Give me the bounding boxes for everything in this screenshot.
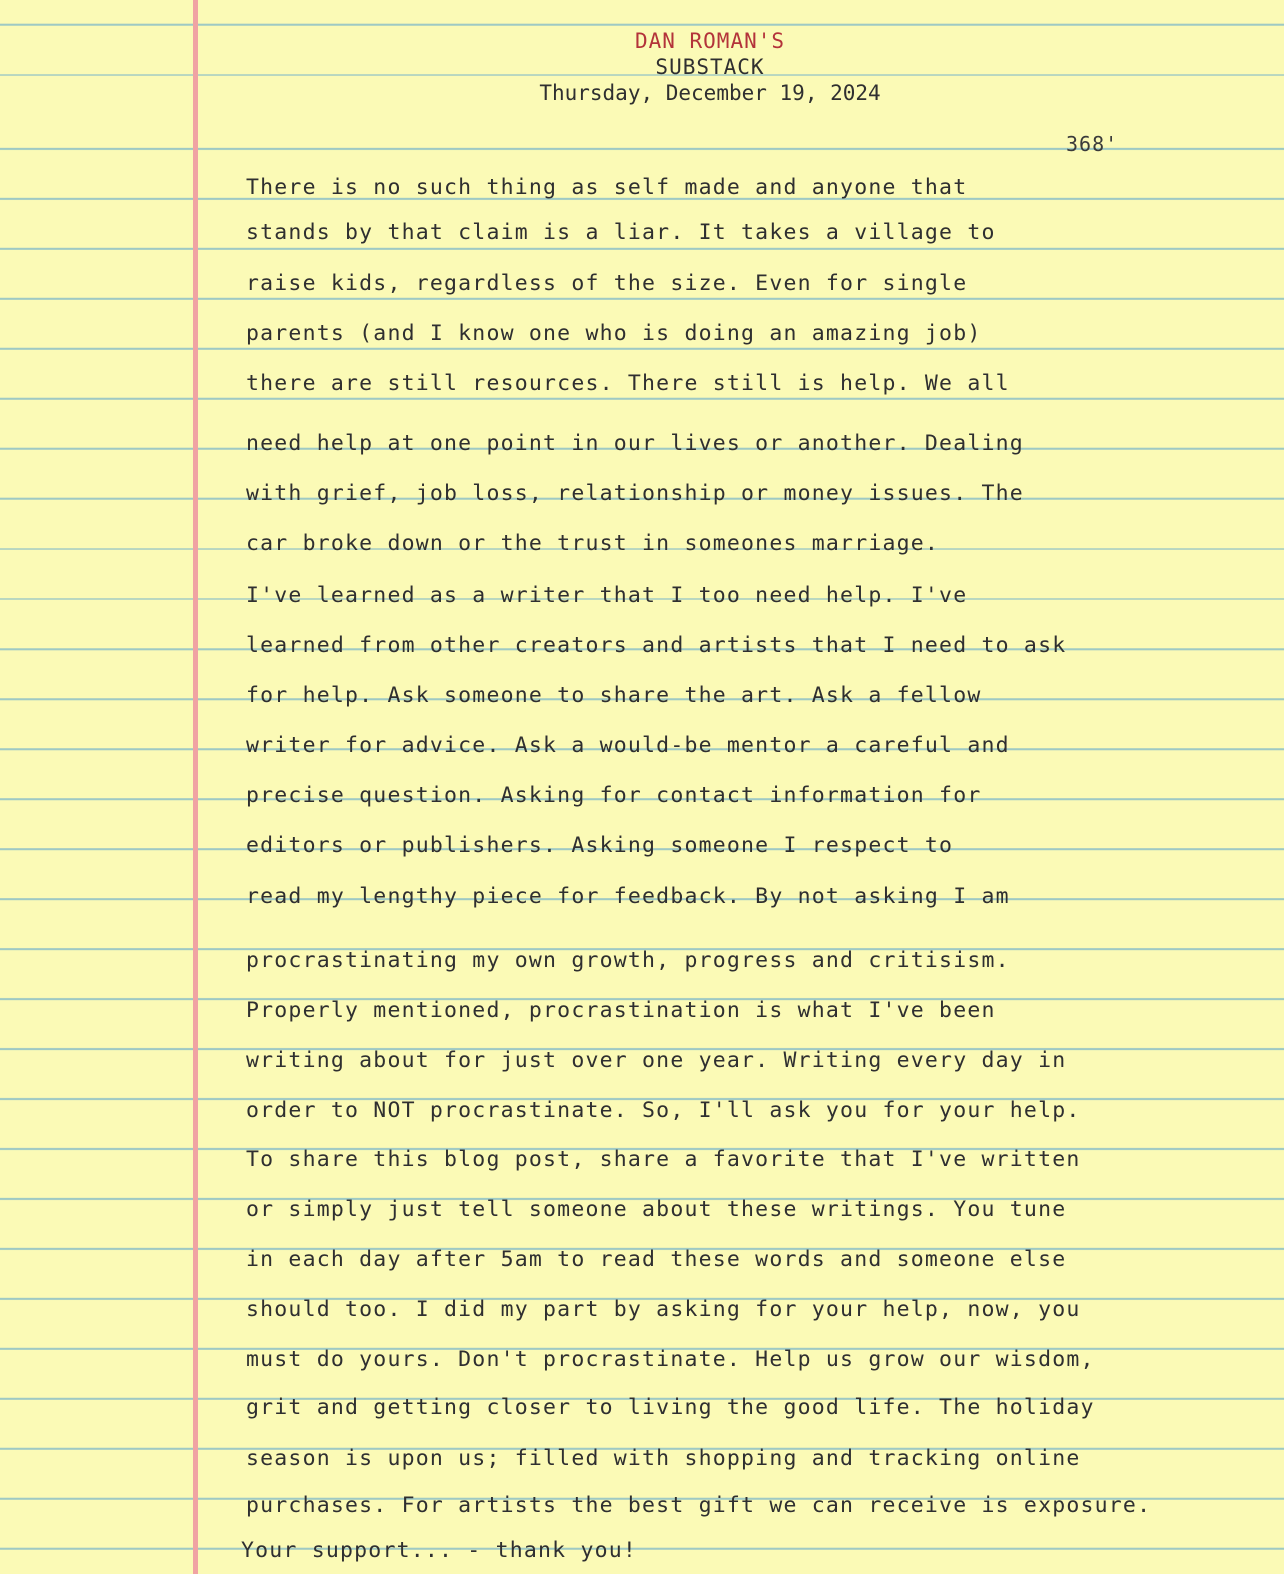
text-line: I've learned as a writer that I too need help. I've bbox=[246, 583, 968, 608]
text-line: read my lengthy piece for feedback. By not asking I am bbox=[246, 884, 1010, 909]
text-line: precise question. Asking for contact information for bbox=[246, 783, 982, 808]
publication-title: SUBSTACK bbox=[655, 55, 765, 79]
text-line: purchases. For artists the best gift we can receive is exposure. bbox=[246, 1493, 1152, 1518]
page-header bbox=[500, 28, 920, 106]
text-line: should too. I did my part by asking for your help, now, you bbox=[246, 1297, 1081, 1322]
text-line: or simply just tell someone about these writings. You tune bbox=[246, 1197, 1067, 1222]
text-line: car broke down or the trust in someones marriage. bbox=[246, 531, 940, 556]
text-line: need help at one point in our lives or another. Dealing bbox=[246, 431, 1024, 456]
text-line: for help. Ask someone to share the art. Ask a fellow bbox=[246, 683, 982, 708]
text-line: learned from other creators and artists that I need to ask bbox=[246, 633, 1067, 658]
post-date: Thursday, December 19, 2024 bbox=[539, 81, 881, 105]
text-line: stands by that claim is a liar. It takes a village to bbox=[246, 220, 996, 245]
page-number: 368' bbox=[1066, 132, 1119, 156]
text-line: there are still resources. There still is help. We all bbox=[246, 371, 1010, 396]
text-line: Properly mentioned, procrastination is what I've been bbox=[246, 998, 996, 1023]
text-line: season is upon us; filled with shopping and tracking online bbox=[246, 1446, 1081, 1471]
text-line: To share this blog post, share a favorite that I've written bbox=[246, 1147, 1081, 1172]
text-line: procrastinating my own growth, progress and critisism. bbox=[246, 948, 1010, 973]
margin-line bbox=[193, 0, 198, 1574]
text-line: in each day after 5am to read these words and someone else bbox=[246, 1247, 1067, 1272]
text-line: writer for advice. Ask a would-be mentor a careful and bbox=[246, 733, 1010, 758]
text-line: editors or publishers. Asking someone I respect to bbox=[246, 833, 954, 858]
text-line: must do yours. Don't procrastinate. Help us grow our wisdom, bbox=[246, 1347, 1095, 1372]
text-line: There is no such thing as self made and anyone that bbox=[246, 175, 968, 200]
text-line: writing about for just over one year. Writing every day in bbox=[246, 1048, 1067, 1073]
text-line: grit and getting closer to living the good life. The holiday bbox=[246, 1395, 1095, 1420]
brand-title: DAN ROMAN'S bbox=[634, 29, 786, 53]
text-line: with grief, job loss, relationship or money issues. The bbox=[246, 481, 1024, 506]
text-line: parents (and I know one who is doing an amazing job) bbox=[246, 321, 982, 346]
text-line: raise kids, regardless of the size. Even for single bbox=[246, 271, 968, 296]
text-line: order to NOT procrastinate. So, I'll ask you for your help. bbox=[246, 1098, 1081, 1123]
text-line: Your support... - thank you! bbox=[241, 1538, 638, 1563]
